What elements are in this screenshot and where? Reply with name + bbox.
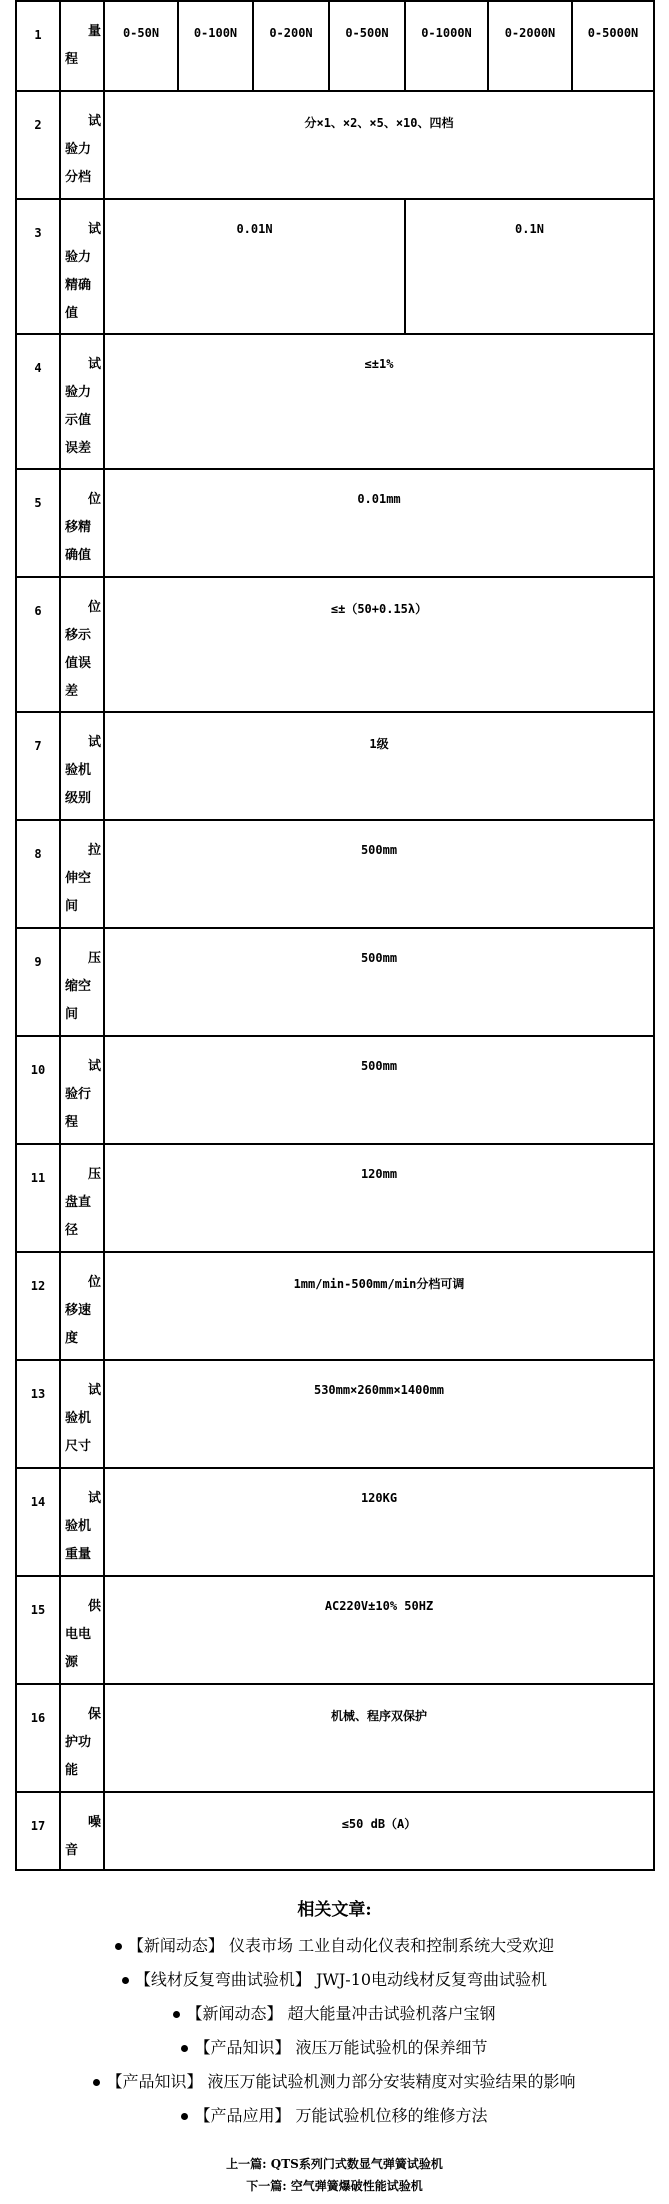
parameter-name bbox=[60, 820, 104, 928]
related-item-link[interactable]: 【产品应用】 万能试验机位移的维修方法 bbox=[194, 2106, 488, 2125]
parameter-name-part: 缩空 bbox=[65, 979, 92, 994]
parameter-name-part: 压 bbox=[87, 1167, 101, 1182]
parameter-name bbox=[60, 91, 104, 199]
parameter-name-part: 程 bbox=[65, 52, 79, 67]
spec-row bbox=[16, 199, 654, 334]
value-cell: ≤±（50+0.15λ） bbox=[104, 577, 654, 712]
row-number: 16 bbox=[16, 1684, 60, 1792]
row-number: 4 bbox=[16, 334, 60, 469]
related-item-link[interactable]: 【产品知识】 液压万能试验机的保养细节 bbox=[194, 2038, 488, 2057]
value-cell: 500mm bbox=[104, 820, 654, 928]
parameter-name-part: 拉 bbox=[87, 843, 101, 858]
parameter-name-part: 级别 bbox=[65, 791, 92, 806]
related-title: 相关文章: bbox=[297, 1900, 372, 1920]
spec-row bbox=[16, 1360, 654, 1468]
parameter-name-part: 径 bbox=[65, 1223, 79, 1238]
value-cell: AC220V±10% 50HZ bbox=[104, 1576, 654, 1684]
range-cell: 0-5000N bbox=[572, 1, 654, 91]
value-cell: 1mm/min-500mm/min分档可调 bbox=[104, 1252, 654, 1360]
parameter-name bbox=[60, 469, 104, 577]
parameter-name-part: 盘直 bbox=[65, 1195, 92, 1210]
spec-row bbox=[16, 1036, 654, 1144]
parameter-name bbox=[60, 1252, 104, 1360]
related-item-link[interactable]: 【新闻动态】 超大能量冲击试验机落户宝钢 bbox=[186, 2004, 496, 2023]
parameter-name bbox=[60, 199, 104, 334]
parameter-name-part: 示值 bbox=[65, 413, 92, 428]
row-number: 12 bbox=[16, 1252, 60, 1360]
range-cell: 0-200N bbox=[253, 1, 329, 91]
next-article-link[interactable]: 下一篇: 空气弹簧爆破性能试验机 bbox=[246, 2179, 423, 2193]
spec-row bbox=[16, 1144, 654, 1252]
spec-row bbox=[16, 820, 654, 928]
parameter-name-part: 移示 bbox=[65, 628, 92, 643]
spec-row bbox=[16, 577, 654, 712]
value-cell: 500mm bbox=[104, 1036, 654, 1144]
row-number: 1 bbox=[16, 1, 60, 91]
parameter-name bbox=[60, 1360, 104, 1468]
value-cell: 0.01mm bbox=[104, 469, 654, 577]
spec-row bbox=[16, 1576, 654, 1684]
row-number: 17 bbox=[16, 1792, 60, 1870]
bullet-icon bbox=[115, 1943, 122, 1950]
row-number: 10 bbox=[16, 1036, 60, 1144]
spec-table bbox=[15, 0, 655, 1871]
parameter-name-part: 试 bbox=[87, 1383, 101, 1398]
parameter-name bbox=[60, 1, 104, 91]
row-number: 14 bbox=[16, 1468, 60, 1576]
parameter-name-part: 供 bbox=[87, 1599, 101, 1614]
parameter-name-part: 验机 bbox=[65, 1519, 92, 1534]
parameter-name-part: 量 bbox=[87, 24, 101, 39]
bullet-icon bbox=[122, 1977, 129, 1984]
parameter-name-part: 验行 bbox=[65, 1087, 92, 1102]
value-cell: ≤±1% bbox=[104, 334, 654, 469]
value-cell: 120mm bbox=[104, 1144, 654, 1252]
value-cell: 分×1、×2、×5、×10、四档 bbox=[104, 91, 654, 199]
spec-row bbox=[16, 334, 654, 469]
related-list bbox=[0, 1935, 669, 2139]
bullet-icon bbox=[173, 2011, 180, 2018]
related-item[interactable] bbox=[0, 2071, 669, 2105]
value-cell: ≤50 dB（A） bbox=[104, 1792, 654, 1870]
related-item-link[interactable]: 【产品知识】 液压万能试验机测力部分安装精度对实验结果的影响 bbox=[106, 2072, 576, 2091]
parameter-name-part: 尺寸 bbox=[65, 1439, 92, 1454]
parameter-name bbox=[60, 1792, 104, 1870]
related-item-link[interactable]: 【新闻动态】 仪表市场 工业自动化仪表和控制系统大受欢迎 bbox=[127, 1936, 555, 1955]
parameter-name-part: 位 bbox=[87, 492, 101, 507]
parameter-name-part: 保 bbox=[87, 1707, 101, 1722]
row-number: 8 bbox=[16, 820, 60, 928]
parameter-name-part: 值 bbox=[65, 306, 79, 321]
row-number: 2 bbox=[16, 91, 60, 199]
parameter-name-part: 试 bbox=[87, 1491, 101, 1506]
parameter-name-part: 护功 bbox=[65, 1735, 92, 1750]
spec-row bbox=[16, 928, 654, 1036]
parameter-name-part: 试 bbox=[87, 222, 101, 237]
parameter-name-part: 移速 bbox=[65, 1303, 92, 1318]
parameter-name-part: 误差 bbox=[65, 441, 92, 456]
spec-row bbox=[16, 1252, 654, 1360]
parameter-name-part: 重量 bbox=[65, 1547, 92, 1562]
parameter-name-part: 度 bbox=[65, 1331, 79, 1346]
row-number: 5 bbox=[16, 469, 60, 577]
row-number: 7 bbox=[16, 712, 60, 820]
spec-row bbox=[16, 469, 654, 577]
parameter-name bbox=[60, 1684, 104, 1792]
parameter-name-part: 能 bbox=[65, 1763, 79, 1778]
parameter-name-part: 验力 bbox=[65, 385, 92, 400]
value-cell: 机械、程序双保护 bbox=[104, 1684, 654, 1792]
value-cell: 120KG bbox=[104, 1468, 654, 1576]
parameter-name-part: 验力 bbox=[65, 250, 92, 265]
value-cell: 1级 bbox=[104, 712, 654, 820]
related-item[interactable] bbox=[0, 1935, 669, 1969]
parameter-name bbox=[60, 577, 104, 712]
row-number: 3 bbox=[16, 199, 60, 334]
parameter-name bbox=[60, 1036, 104, 1144]
range-cell: 0-100N bbox=[178, 1, 253, 91]
parameter-name-part: 验机 bbox=[65, 763, 92, 778]
related-item[interactable] bbox=[0, 1969, 669, 2003]
parameter-name-part: 位 bbox=[87, 600, 101, 615]
spec-row bbox=[16, 1468, 654, 1576]
spec-row bbox=[16, 712, 654, 820]
spec-row bbox=[16, 1792, 654, 1870]
parameter-name bbox=[60, 1576, 104, 1684]
parameter-name-part: 音 bbox=[65, 1843, 79, 1858]
value-cell: 0.01N bbox=[104, 199, 405, 334]
parameter-name-part: 试 bbox=[87, 357, 101, 372]
value-cell: 530mm×260mm×1400mm bbox=[104, 1360, 654, 1468]
parameter-name bbox=[60, 1468, 104, 1576]
parameter-name-part: 确值 bbox=[65, 548, 92, 563]
parameter-name-part: 间 bbox=[65, 1007, 79, 1022]
range-cell: 0-500N bbox=[329, 1, 405, 91]
related-item-link[interactable]: 【线材反复弯曲试验机】 JWJ-10电动线材反复弯曲试验机 bbox=[134, 1970, 548, 1989]
row-number: 13 bbox=[16, 1360, 60, 1468]
spec-row bbox=[16, 1684, 654, 1792]
parameter-name bbox=[60, 1144, 104, 1252]
parameter-name-part: 移精 bbox=[65, 520, 92, 535]
parameter-name bbox=[60, 712, 104, 820]
range-cell: 0-2000N bbox=[488, 1, 572, 91]
row-number: 11 bbox=[16, 1144, 60, 1252]
bullet-icon bbox=[93, 2079, 100, 2086]
parameter-name-part: 值误 bbox=[65, 656, 92, 671]
row-number: 15 bbox=[16, 1576, 60, 1684]
parameter-name-part: 差 bbox=[65, 684, 79, 699]
bullet-icon bbox=[181, 2113, 188, 2120]
parameter-name-part: 位 bbox=[87, 1275, 101, 1290]
related-item[interactable] bbox=[0, 2037, 669, 2071]
parameter-name-part: 伸空 bbox=[65, 871, 92, 886]
parameter-name-part: 噪 bbox=[87, 1815, 101, 1830]
prev-article-link[interactable]: 上一篇: QTS系列门式数显气弹簧试验机 bbox=[226, 2157, 443, 2171]
parameter-name-part: 分档 bbox=[65, 170, 92, 185]
parameter-name-part: 压 bbox=[87, 951, 101, 966]
parameter-name-part: 程 bbox=[65, 1115, 79, 1130]
parameter-name-part: 间 bbox=[65, 899, 79, 914]
related-item[interactable] bbox=[0, 2003, 669, 2037]
spec-row bbox=[16, 1, 654, 91]
range-cell: 0-50N bbox=[104, 1, 178, 91]
value-cell: 0.1N bbox=[405, 199, 654, 334]
parameter-name-part: 精确 bbox=[65, 278, 92, 293]
value-cell: 500mm bbox=[104, 928, 654, 1036]
row-number: 9 bbox=[16, 928, 60, 1036]
parameter-name-part: 源 bbox=[65, 1655, 79, 1670]
parameter-name-part: 试 bbox=[87, 735, 101, 750]
parameter-name-part: 电电 bbox=[65, 1627, 92, 1642]
range-cell: 0-1000N bbox=[405, 1, 488, 91]
related-item[interactable] bbox=[0, 2105, 669, 2139]
spec-row bbox=[16, 91, 654, 199]
row-number: 6 bbox=[16, 577, 60, 712]
parameter-name-part: 试 bbox=[87, 1059, 101, 1074]
bullet-icon bbox=[181, 2045, 188, 2052]
parameter-name-part: 试 bbox=[87, 114, 101, 129]
parameter-name bbox=[60, 928, 104, 1036]
parameter-name bbox=[60, 334, 104, 469]
parameter-name-part: 验力 bbox=[65, 142, 92, 157]
parameter-name-part: 验机 bbox=[65, 1411, 92, 1426]
